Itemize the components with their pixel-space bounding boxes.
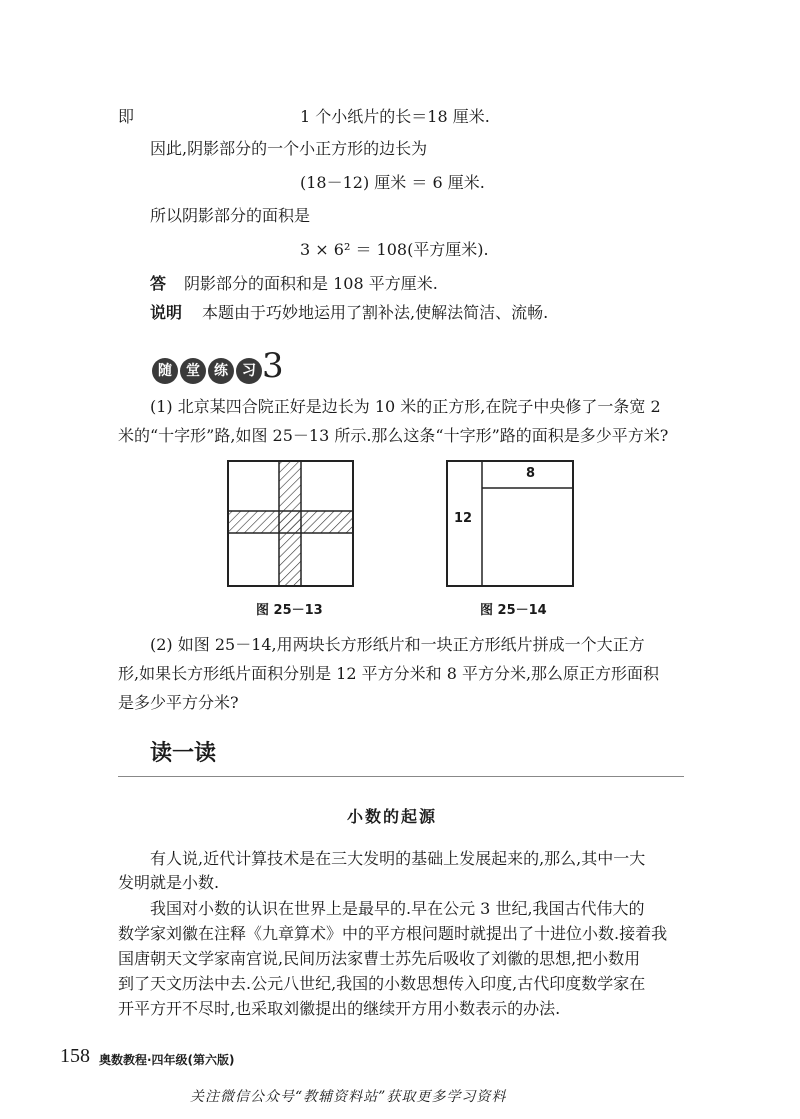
article-p1-line-2: 发明就是小数. <box>118 873 220 892</box>
solution-area-text: 所以阴影部分的面积是 <box>150 206 311 225</box>
question-2-line-3: 是多少平方分米? <box>118 693 239 712</box>
question-2-line-1: (2) 如图 25－14,用两块长方形纸片和一块正方形纸片拼成一个大正方 <box>150 635 645 654</box>
figure-25-14-label-12: 12 <box>454 511 473 526</box>
answer-text: 阴影部分的面积和是 108 平方厘米. <box>184 274 438 293</box>
article-p2-line-2: 数学家刘徽在注释《九章算术》中的平方根问题时就提出了十进位小数.接着我 <box>118 924 668 943</box>
practice-badge-char-4: 习 <box>236 358 262 384</box>
solution-equation-1: 1 个小纸片的长＝18 厘米. <box>300 107 490 126</box>
watermark-text: 关注微信公众号“教辅资料站”获取更多学习资料 <box>190 1089 507 1105</box>
section-divider <box>118 776 684 777</box>
practice-badge-char-1: 随 <box>152 358 178 384</box>
reading-section-title: 读一读 <box>150 741 217 766</box>
article-title: 小数的起源 <box>347 807 438 826</box>
practice-badge-char-2: 堂 <box>180 358 206 384</box>
figure-25-13 <box>228 461 353 586</box>
article-p2-line-3: 国唐朝天文学家南宫说,民间历法家曹士苏先后吸收了刘徽的思想,把小数用 <box>118 949 641 968</box>
question-1-line-2: 米的“十字形”路,如图 25－13 所示.那么这条“十字形”路的面积是多少平方米? <box>118 426 669 445</box>
answer-label: 答 <box>150 274 167 293</box>
figure-25-14-caption: 图 25－14 <box>480 603 547 618</box>
solution-equation-2: (18－12) 厘米 ＝ 6 厘米. <box>300 173 485 192</box>
note-text: 本题由于巧妙地运用了割补法,使解法简洁、流畅. <box>202 303 549 322</box>
figures-svg <box>220 455 600 590</box>
article-p2-line-4: 到了天文历法中去.公元八世纪,我国的小数思想传入印度,古代印度数学家在 <box>118 974 646 993</box>
figure-25-13-caption: 图 25－13 <box>256 603 323 618</box>
note-label: 说明 <box>150 303 183 322</box>
figure-25-14-label-8: 8 <box>526 466 536 481</box>
book-title: 奥数教程·四年级(第六版) <box>99 1053 235 1067</box>
solution-therefore-text: 因此,阴影部分的一个小正方形的边长为 <box>150 139 428 158</box>
practice-badge-char-3: 练 <box>208 358 234 384</box>
question-1-line-1: (1) 北京某四合院正好是边长为 10 米的正方形,在院子中央修了一条宽 2 <box>150 397 661 416</box>
solution-ji-label: 即 <box>118 107 135 126</box>
article-p1-line-1: 有人说,近代计算技术是在三大发明的基础上发展起来的,那么,其中一大 <box>150 849 646 868</box>
question-2-line-2: 形,如果长方形纸片面积分别是 12 平方分米和 8 平方分米,那么原正方形面积 <box>118 664 660 683</box>
page-number: 158 <box>60 1045 90 1067</box>
practice-badge-number: 3 <box>262 346 284 386</box>
solution-equation-3: 3 × 6² ＝ 108(平方厘米). <box>300 240 489 259</box>
article-p2-line-5: 开平方开不尽时,也采取刘徽提出的继续开方用小数表示的办法. <box>118 999 561 1018</box>
article-p2-line-1: 我国对小数的认识在世界上是最早的.早在公元 3 世纪,我国古代伟大的 <box>150 899 645 918</box>
